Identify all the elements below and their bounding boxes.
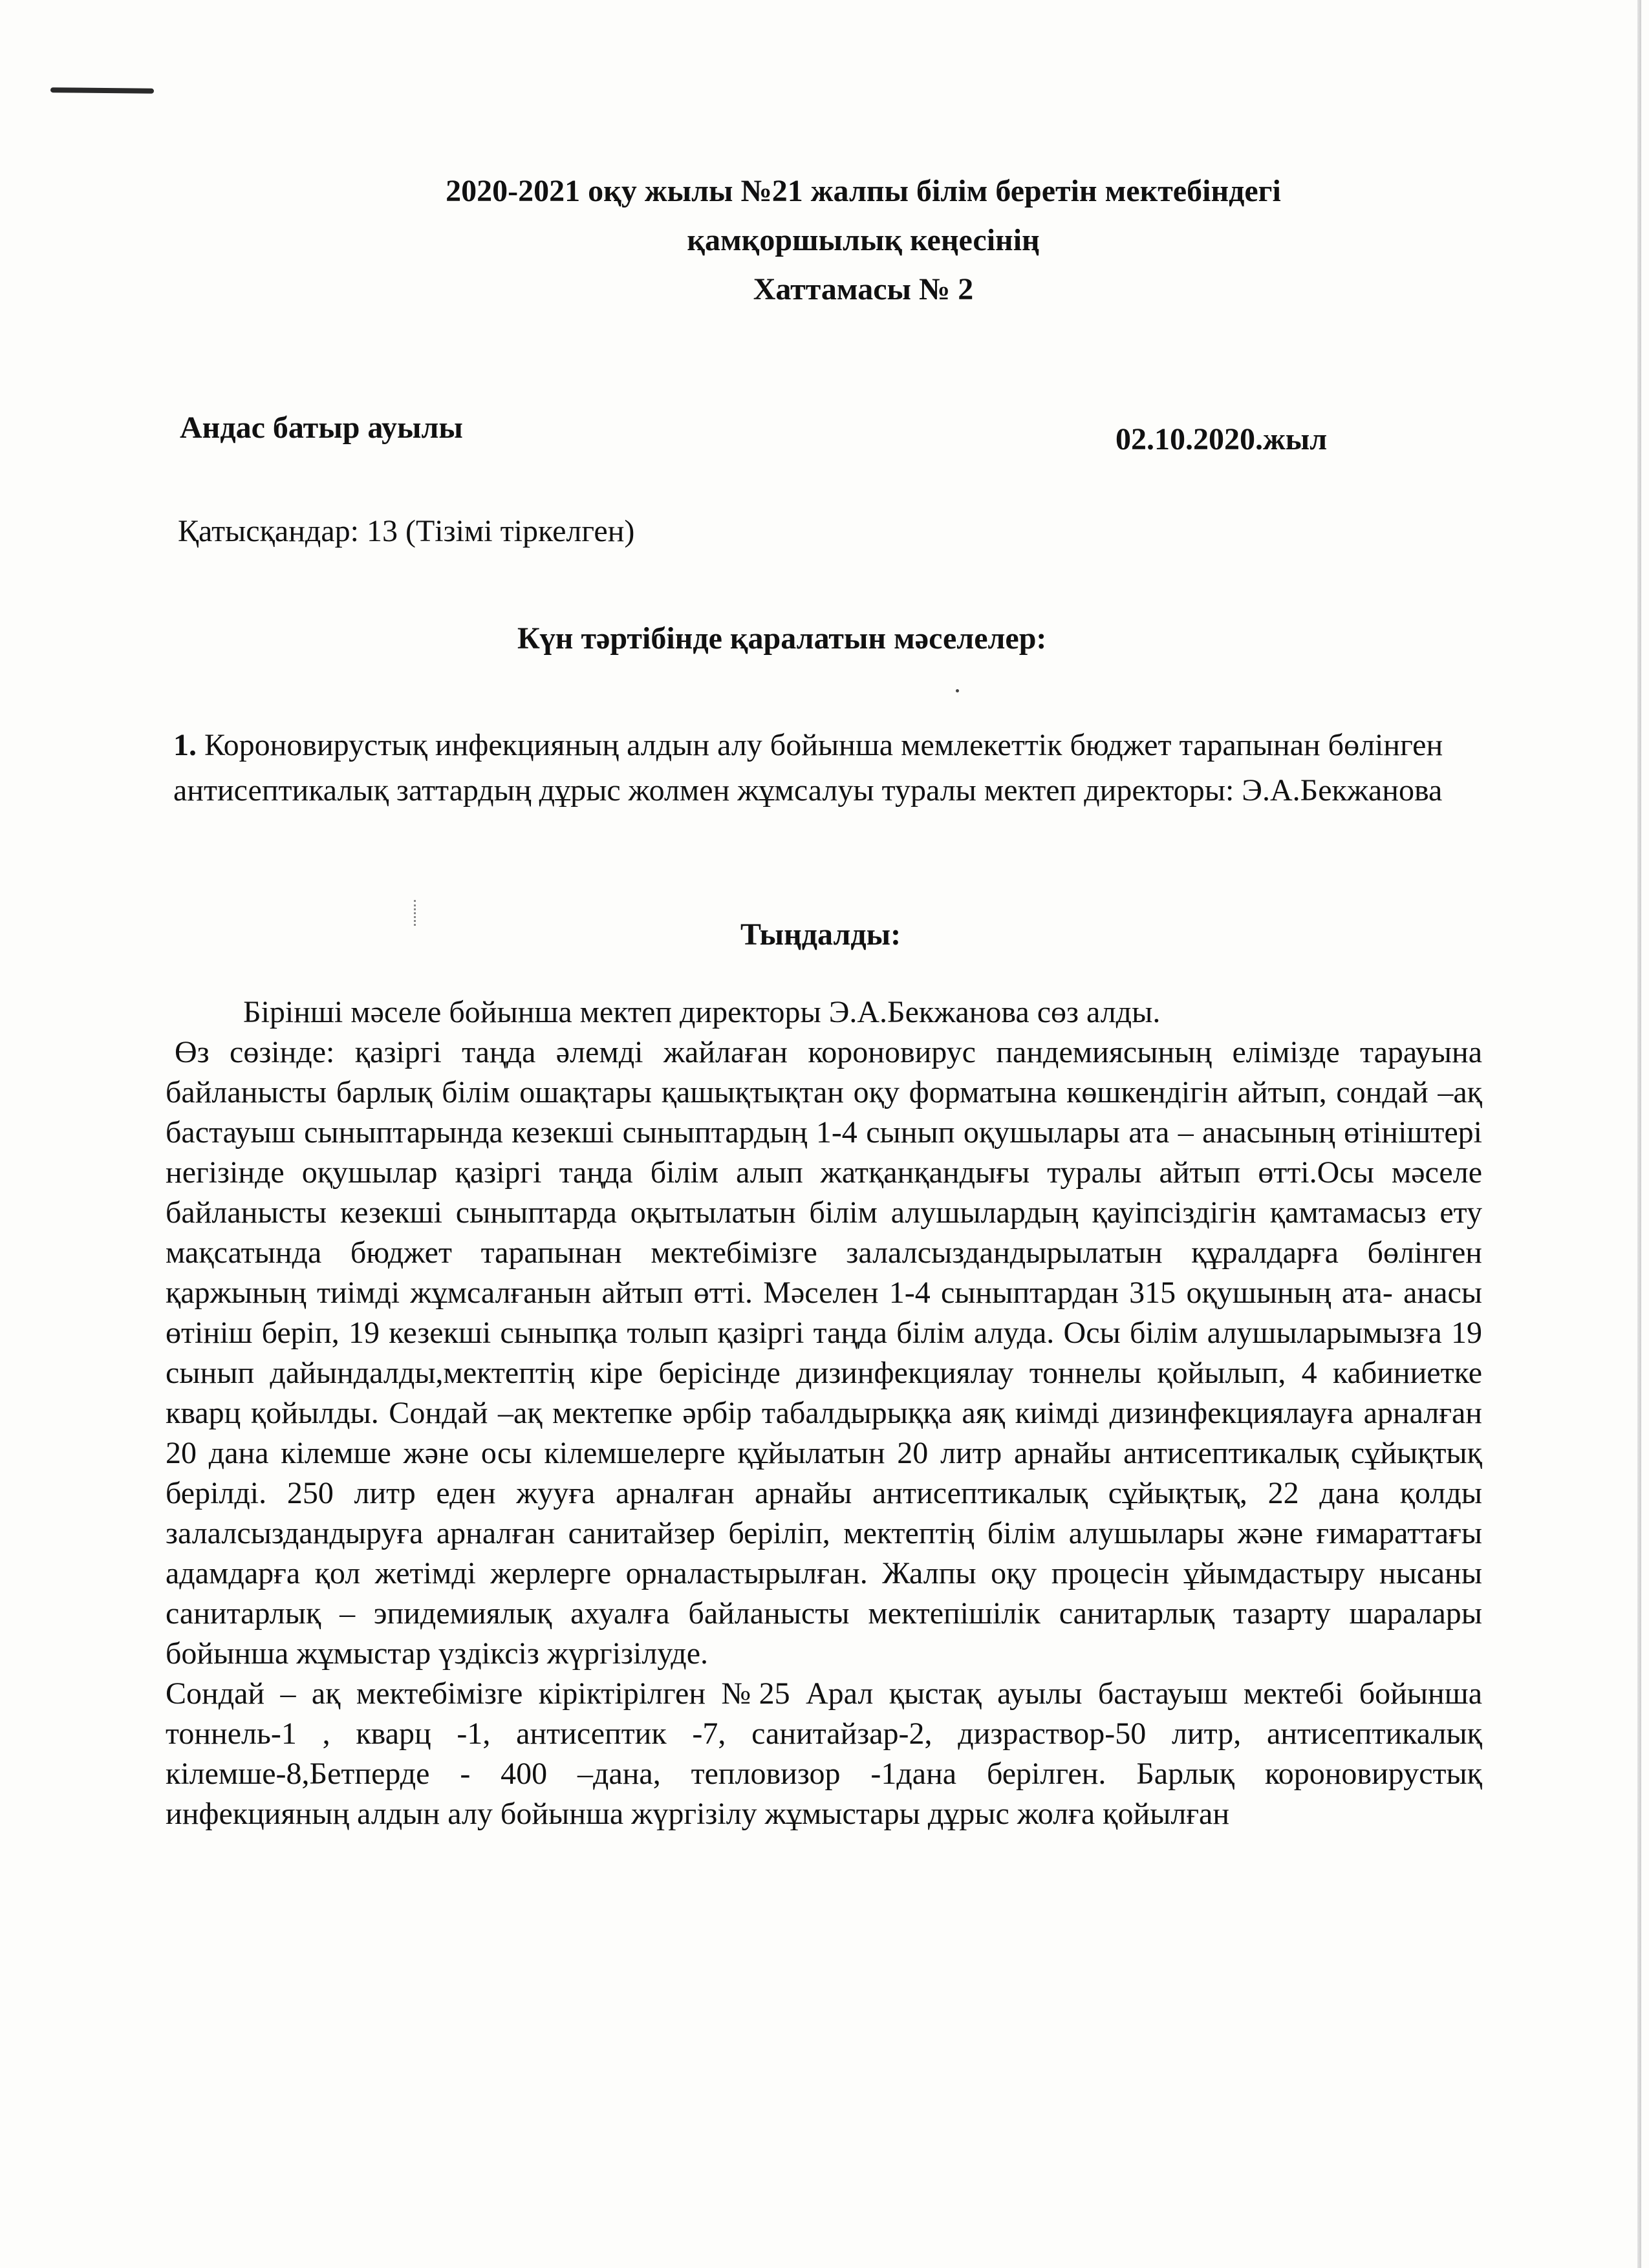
body-paragraph-2: Өз сөзінде: қазіргі таңда әлемді жайлаған короновирус пандемиясының елімізде тарауына байланысты барлық білім ошақтары қашықтықтан оқу форматына көшкендігін айтып, сондай –ақ бастауыш сыныптарында кезекші сыныптардың 1-4 сынып оқушылары ата – анасының өтініштері негізінде оқушылар қазіргі таңда білім алып жатқанқандығы туралы айтып өтті.Осы мәселе байланысты кезекші сыныптарда оқытылатын білім алушылардың қауіпсіздігін қамтамасыз ету мақсатында бюджет тарапынан мектебімізге залалсыздандырылатын құралдарға бөлінген қаржының тиімді жұмсалғанын айтып өтті. Мәселен 1-4 сыныптардан 315 оқушының ата- анасы өтініш беріп, 19 кезекші сыныпқа толып қазіргі таңда білім алуда. Осы білім алушыларымызға 19 сынып дайындалды,мектептің кіре берісінде дизинфекциялау тоннелы қойылып, 4 кабиниетке кварц қойылды. Сондай –ақ мектепке әрбір табалдырыққа аяқ киімді дизинфекциялауға арналған 20 дана кілемше және осы кілемшелерге құйылатын 20 литр арнайы антисептикалық сұйықтық берілді. 250 литр еден жууға арналған арнайы антисептикалық сұйықтық, 22 дана қолды залалсыздандыруға арналған санитайзер беріліп, мектептің білім алушылары және ғимараттағы адамдарға қол жетімді жерлерге орналастырылған. Жалпы оқу процесін ұйымдастыру нысаны санитарлық – эпидемиялық ахуалға байланысты мектепішілік санитарлық тазарту шаралары бойынша жұмыстар үздіксіз жүргізілуде.	[166, 1035, 1482, 1671]
scan-dot	[956, 689, 959, 692]
agenda-item-number: 1.	[173, 728, 197, 762]
pen-mark	[50, 87, 154, 94]
agenda-heading: Күн тәртібінде қаралатын мәселелер:	[517, 621, 1047, 656]
minutes-body	[166, 992, 1482, 1834]
scan-mark	[414, 900, 418, 926]
participants-count: Қатысқандар: 13 (Тізімі тіркелген)	[178, 514, 635, 548]
agenda-item-text: Короновирустық инфекцияның алдын алу бойынша мемлекеттік бюджет тарапынан бөлінген антисептикалық заттардың дұрыс жолмен жұмсалуы туралы мектеп директоры: Э.А.Бекжанова	[173, 728, 1443, 808]
body-paragraph-1: Бірінші мәселе бойынша мектеп директоры Э.А.Бекжанова сөз алды.	[243, 995, 1161, 1029]
heard-heading: Тыңдалды:	[740, 917, 901, 952]
meeting-date: 02.10.2020.жыл	[1116, 422, 1328, 456]
document-title-line2: қамқоршылық кеңесінің	[687, 223, 1040, 257]
scan-edge	[1637, 0, 1641, 2268]
agenda-item	[173, 723, 1460, 813]
document-title-line1: 2020-2021 оқу жылы №21 жалпы білім беретін мектебіндегі	[446, 174, 1281, 208]
body-paragraph-3: Сондай – ақ мектебімізге кіріктірілген №25 Арал қыстақ ауылы бастауыш мектебі бойынша тоннель-1 , кварц -1, антисептик -7, санитайзар-2, дизраствор-50 литр, антисептикалық кілемше-8,Бетперде - 400 –дана, тепловизор -1дана берілген. Барлық короновирустық инфекцияның алдын алу бойынша жүргізілу жұмыстары дұрыс жолға қойылған	[166, 1676, 1482, 1831]
meeting-place: Андас батыр ауылы	[180, 411, 463, 445]
document-title-line3: Хаттамасы № 2	[753, 272, 974, 306]
